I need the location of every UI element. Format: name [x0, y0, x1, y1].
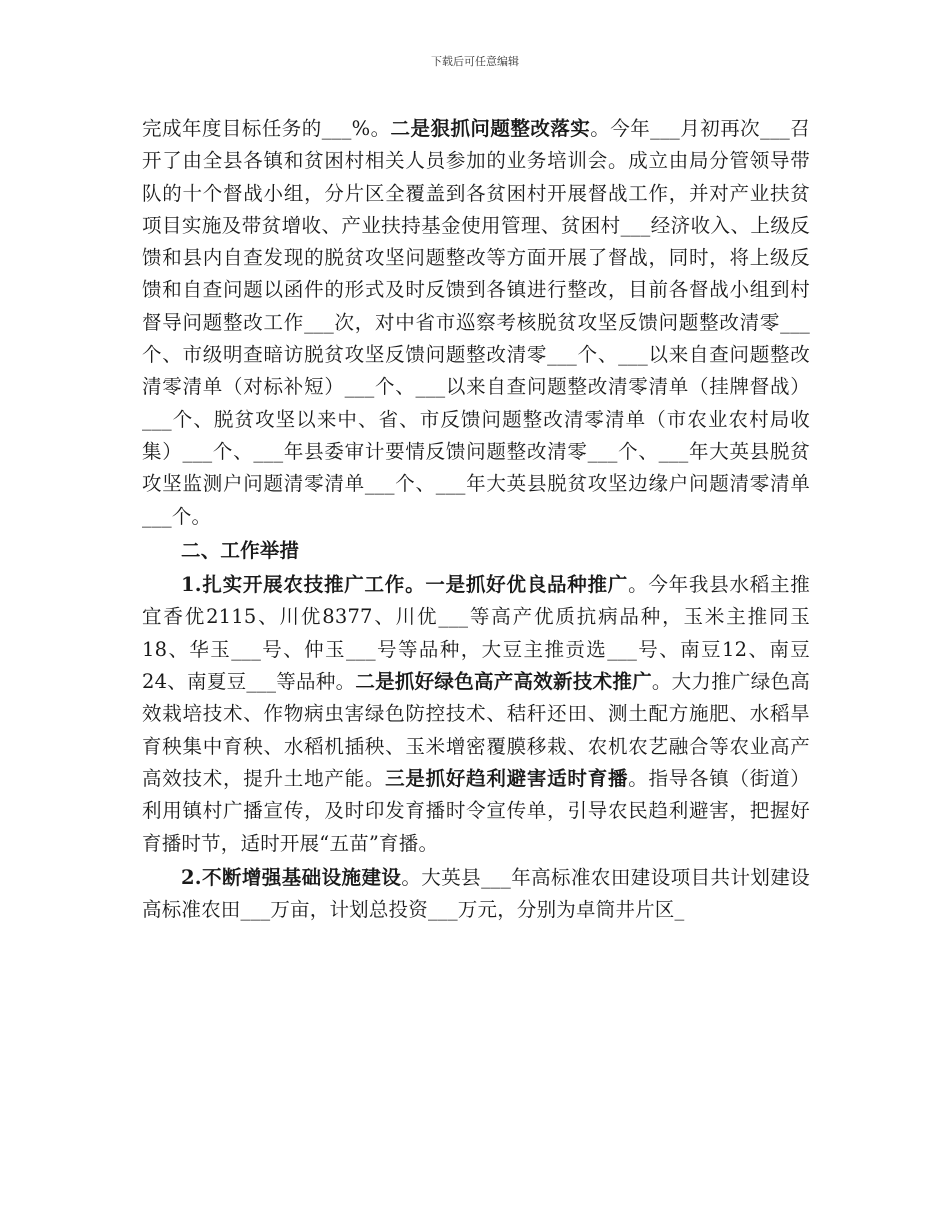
- text-run: 完成年度目标任务的___%。: [142, 117, 391, 140]
- text-run: 。指导各镇（街道）利用镇村广播宣传，及时印发育播时令宣传单，引导农民趋利避害，把握好育播时节，适时开展“五苗”育播。: [142, 766, 810, 855]
- bold-heading-run: 二是抓好绿色高产高效新技术推广: [355, 670, 652, 694]
- bold-heading-run: 1.扎实开展农技推广工作。一是抓好优良品种推广: [181, 573, 629, 597]
- document-body: [142, 113, 810, 926]
- text-run: 。今年我县水稻主推宜香优2115、川优8377、川优___等高产优质抗病品种，玉米主推同玉18、华玉___号、仲玉___号等品种，大豆主推贡选___号、南豆12、南豆24、南夏豆___等品种。: [142, 573, 810, 694]
- paragraph-infrastructure: [142, 862, 810, 927]
- paragraph-agri-tech-promotion: [142, 569, 810, 860]
- section-heading-work-measures: [142, 535, 810, 567]
- bold-heading-run: 二是狠抓问题整改落实: [390, 117, 591, 140]
- paragraph-problem-rectification: [142, 113, 810, 533]
- bold-heading-run: 2.不断增强基础设施建设: [181, 865, 402, 889]
- bold-heading-run: 三是抓好趋利避害适时育播: [385, 766, 629, 790]
- section-heading-text: 二、工作举措: [181, 538, 300, 562]
- text-run: 。大英县___年高标准农田建设项目共计划建设高标准农田___万亩，计划总投资___万元，分别为卓筒井片区_: [142, 865, 810, 922]
- text-run: 。大力推广绿色高效栽培技术、作物病虫害绿色防控技术、秸秆还田、测土配方施肥、水稻旱育秧集中育秧、水稻机插秧、玉米增密覆膜移栽、农机农艺融合等农业高产高效技术，提升土地产能。: [142, 670, 810, 790]
- text-run: 。今年___月初再次___召开了由全县各镇和贫困村相关人员参加的业务培训会。成立由局分管领导带队的十个督战小组，分片区全覆盖到各贫困村开展督战工作，并对产业扶贫项目实施及带贫增收、产业扶持基金使用管理、贫困村___经济收入、上级反馈和县内自查发现的脱贫攻坚问题整改等方面开展了督战，同时，将上级反馈和自查问题以函件的形式及时反馈到各镇进行整改，目前各督战小组到村督导问题整改工作___次，对中省市巡察考核脱贫攻坚反馈问题整改清零___个、市级明查暗访脱贫攻坚反馈问题整改清零___个、___以来自查问题整改清零清单（对标补短）___个、___以来自查问题整改清零清单（挂牌督战）___个、脱贫攻坚以来中、省、市反馈问题整改清零清单（市农业农村局收集）___个、___年县委审计要情反馈问题整改清零___个、___年大英县脱贫攻坚监测户问题清零清单___个、___年大英县脱贫攻坚边缘户问题清零清单___个。: [142, 117, 810, 528]
- page-header: 下载后可任意编辑: [431, 55, 519, 68]
